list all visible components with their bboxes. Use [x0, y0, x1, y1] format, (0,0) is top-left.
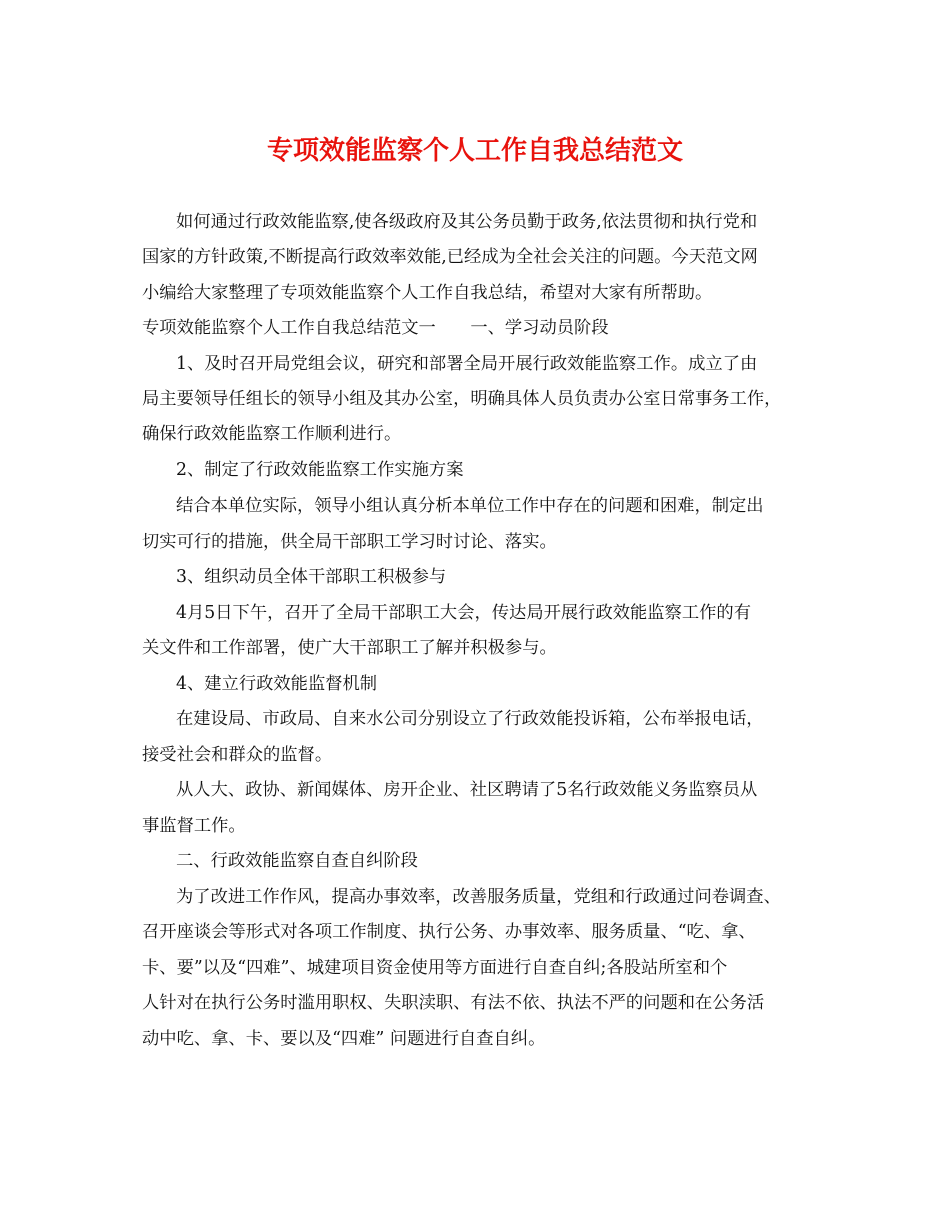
body-line: 专项效能监察个人工作自我总结范文一 一、学习动员阶段	[142, 318, 609, 338]
body-line: 如何通过行政效能监察,使各级政府及其公务员勤于政务,依法贯彻和执行党和	[176, 212, 758, 232]
body-line: 确保行政效能监察工作顺利进行。	[142, 424, 402, 444]
body-line: 人针对在执行公务时滥用职权、失职渎职、有法不依、执法不严的问题和在公务活	[142, 993, 765, 1013]
body-line: 为了改进工作作风，提高办事效率，改善服务质量，党组和行政通过问卷调查、	[176, 887, 781, 907]
body-line: 局主要领导任组长的领导小组及其办公室，明确具体人员负责办公室日常事务工作，	[142, 389, 782, 409]
body-line: 4月5日下午，召开了全局干部职工大会，传达局开展行政效能监察工作的有	[176, 603, 751, 623]
body-line: 召开座谈会等形式对各项工作制度、执行公务、办事效率、服务质量、“吃、拿、	[142, 922, 756, 942]
body-line: 关文件和工作部署，使广大干部职工了解并积极参与。	[142, 638, 557, 658]
body-line: 动中吃、拿、卡、要以及“四难” 问题进行自查自纠。	[142, 1029, 546, 1049]
body-line: 4、建立行政效能监督机制	[176, 674, 378, 694]
body-line: 3、组织动员全体干部职工积极参与	[176, 567, 447, 587]
body-line: 小编给大家整理了专项效能监察个人工作自我总结，希望对大家有所帮助。	[142, 283, 713, 303]
body-line: 从人大、政协、新闻媒体、房开企业、社区聘请了5名行政效能义务监察员从	[176, 780, 758, 800]
body-line: 在建设局、市政局、自来水公司分别设立了行政效能投诉箱，公布举报电话，	[176, 709, 764, 729]
body-line: 国家的方针政策,不断提高行政效率效能,已经成为全社会关注的问题。今天范文网	[142, 247, 758, 267]
body-line: 结合本单位实际，领导小组认真分析本单位工作中存在的问题和困难，制定出	[176, 496, 764, 516]
body-line: 卡、要”以及“四难”、城建项目资金使用等方面进行自查自纠;各股站所室和个	[142, 958, 728, 978]
body-line: 接受社会和群众的监督。	[142, 745, 333, 765]
body-line: 2、制定了行政效能监察工作实施方案	[176, 460, 464, 480]
body-line: 切实可行的措施，供全局干部职工学习时讨论、落实。	[142, 532, 557, 552]
document-title: 专项效能监察个人工作自我总结范文	[266, 136, 683, 166]
body-line: 事监督工作。	[142, 816, 246, 836]
body-line: 二、行政效能监察自查自纠阶段	[176, 851, 418, 871]
body-line: 1、及时召开局党组会议，研究和部署全局开展行政效能监察工作。成立了由	[176, 354, 758, 374]
